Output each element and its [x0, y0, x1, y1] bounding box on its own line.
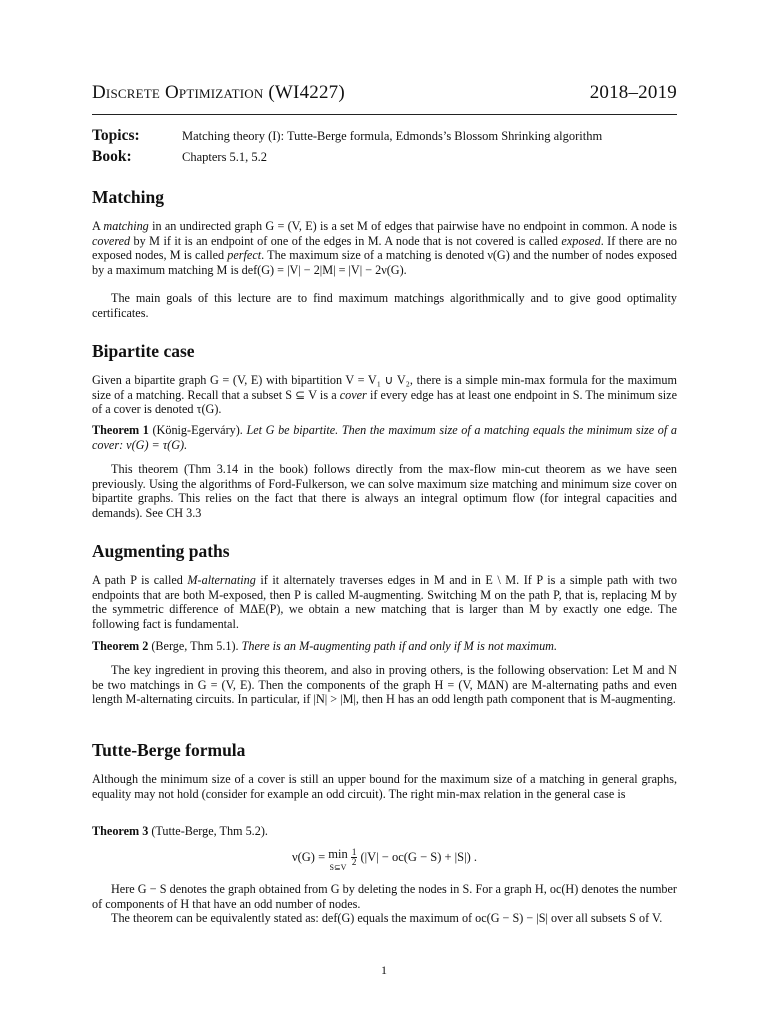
topics-row: [92, 127, 677, 148]
matching-paragraph-2: The main goals of this lecture are to find maximum matchings algorithmically and to give good optimality certificates.: [92, 291, 677, 320]
book-row: [92, 148, 677, 169]
tutte-paragraph-2: Here G − S denotes the graph obtained from G by deleting the nodes in S. For a graph H, oc(H) denotes the number of components of H that have an odd number of nodes.: [92, 882, 677, 911]
theorem-3: Theorem 3 (Tutte-Berge, Thm 5.2).: [92, 824, 268, 838]
academic-year: 2018–2019: [589, 82, 677, 103]
tutte-paragraph-3: The theorem can be equivalently stated as: def(G) equals the maximum of oc(G − S) − |S| over all subsets S of V.: [111, 911, 663, 925]
bipartite-paragraph-1: Given a bipartite graph G = (V, E) with bipartition V = V₁ ∪ V₂, there is a simple min-max formula for the maximum size of a matching. Recall that a subset S ⊆ V is a cover if every edge has at least one endpoint in S. The minimum size of a cover is denoted τ(G).: [92, 373, 677, 417]
bipartite-paragraph-2: This theorem (Thm 3.14 in the book) follows directly from the max-flow min-cut theorem as we have seen previously. Using the algorithms of Ford-Fulkerson, we can solve maximum size matching and minimum size cover on bipartite graphs. This relies on the fact that there is always an integral optimum flow (for integral capacities and demands). See CH 3.3: [92, 462, 677, 520]
document-page: [92, 82, 678, 925]
section-title-bipartite: Bipartite case: [92, 341, 195, 361]
tutte-paragraph-1: Although the minimum size of a cover is still an upper bound for the maximum size of a matching in general graphs, equality may not hold (consider for example an odd circuit). The right min-max relation in the general case is: [92, 772, 677, 801]
book-label: Book:: [92, 148, 132, 165]
page-number: 1: [381, 963, 387, 977]
header-rule: [92, 114, 677, 115]
theorem-2: Theorem 2 (Berge, Thm 5.1). There is an M-augmenting path if and only if M is not maximum.: [92, 639, 558, 653]
meta-block: [92, 127, 677, 169]
tutte-berge-formula: ν(G) = min S⊆V $\frac{1}{2} (|V| - oc(G - S) + |S|)$ .: [291, 847, 478, 872]
book-value: Chapters 5.1, 5.2: [182, 150, 268, 164]
topics-value: Matching theory (I): Tutte-Berge formula, Edmonds’s Blossom Shrinking algorithm: [182, 129, 603, 143]
topics-label: Topics:: [92, 127, 140, 144]
theorem-1: Theorem 1 (König-Egerváry). Let G be bipartite. Then the maximum size of a matching equals the minimum size of a cover: ν(G) = τ(G).: [92, 423, 677, 452]
section-title-tutte-berge: Tutte-Berge formula: [92, 740, 246, 760]
course-title: Discrete Optimization (WI4227): [92, 82, 345, 103]
section-title-augmenting: Augmenting paths: [92, 541, 230, 561]
section-title-matching: Matching: [92, 187, 164, 207]
augmenting-paragraph-1: A path P is called M-alternating if it alternately traverses edges in M and in E \ M. If P is a simple path with two endpoints that are both M-exposed, then P is called M-augmenting. Switching M on the path P, that is, replacing M by the symmetric difference of MΔE(P), we obtain a new matching that is larger than M by exactly one edge. The following fact is fundamental.: [92, 573, 677, 631]
matching-paragraph-1: A matching in an undirected graph G = (V, E) is a set M of edges that pairwise have no endpoint in common. A node is covered by M if it is an endpoint of one of the edges in M. A node that is not covered is called exposed. If there are no exposed nodes, M is called perfect. The maximum size of a matching is denoted ν(G) and the number of nodes exposed by a maximum matching M is def(G) = |V| − 2|M| = |V| − 2ν(G).: [92, 219, 678, 277]
course-header: [92, 82, 677, 104]
augmenting-paragraph-2: The key ingredient in proving this theorem, and also in proving others, is the following observation: Let M and N be two matchings in G = (V, E). Then the components of the graph H = (V, MΔN) are M-alternating paths and even length M-alternating circuits. In particular, if |N| > |M|, then H has an odd length path component that is M-augmenting.: [92, 663, 677, 707]
